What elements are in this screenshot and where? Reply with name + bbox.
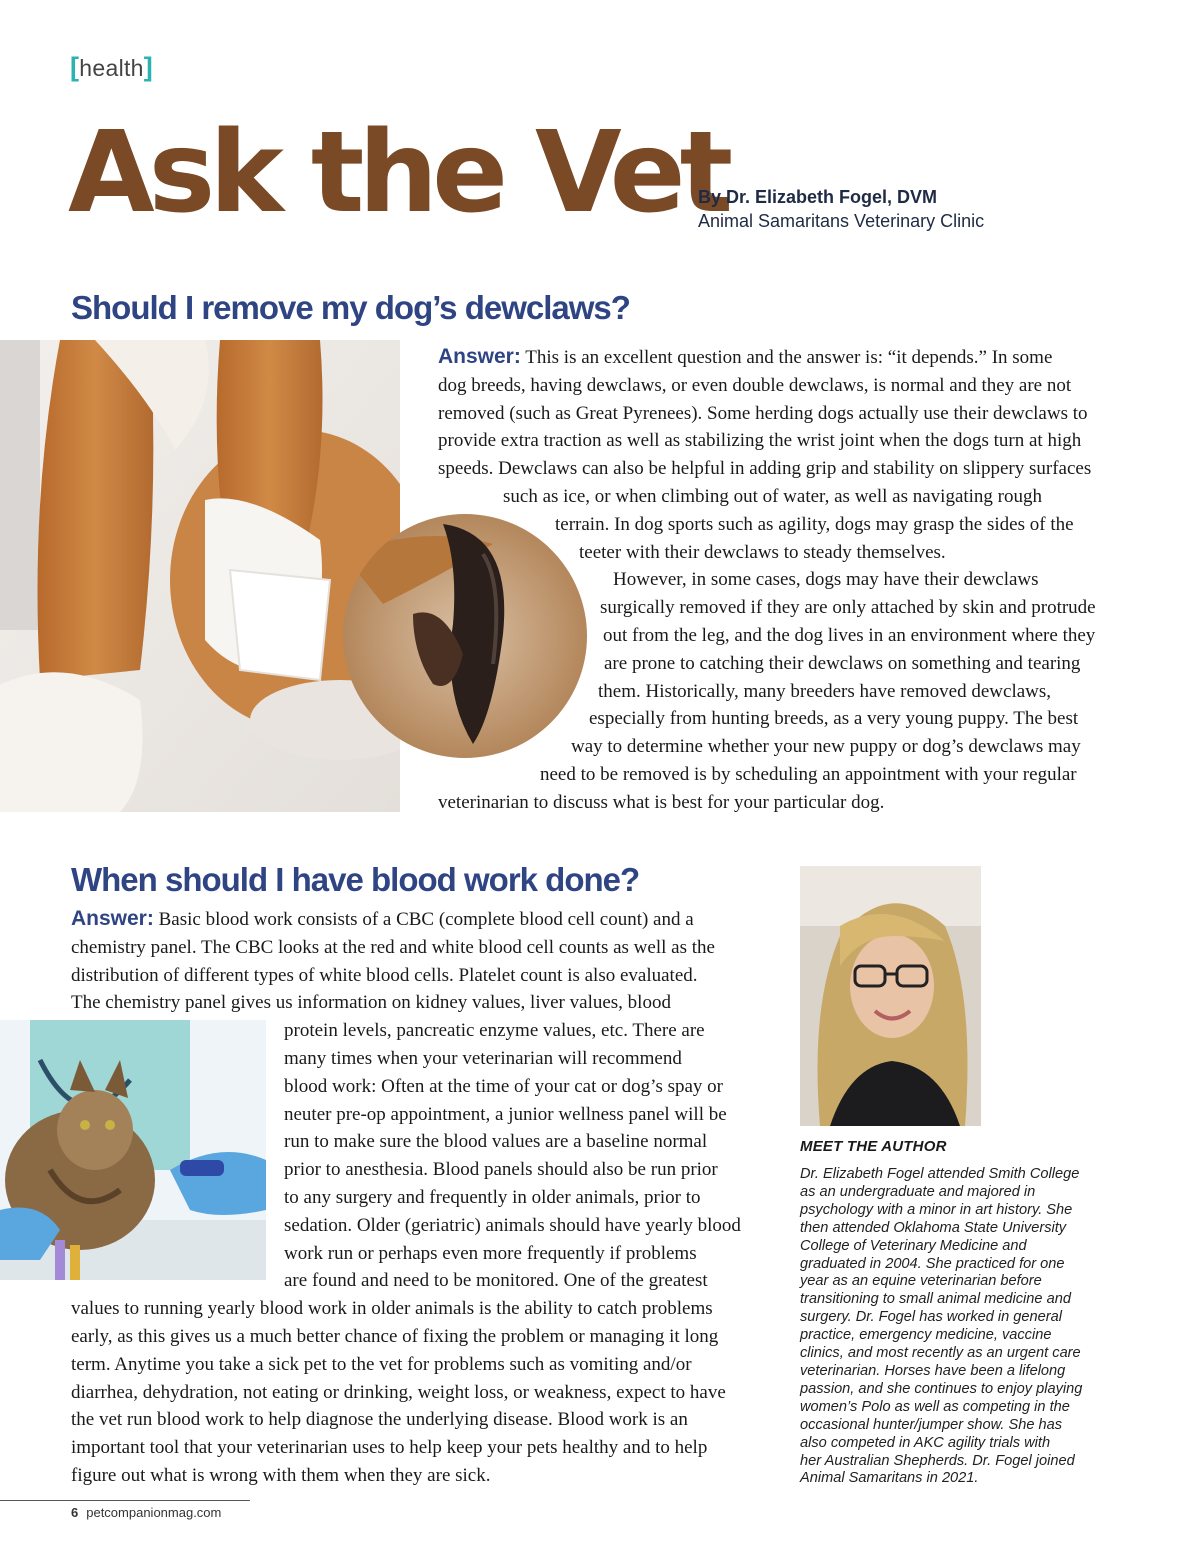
answer-1-line: surgically removed if they are only attached by skin and protrude bbox=[600, 597, 1096, 619]
answer-1-line: need to be removed is by scheduling an appointment with your regular bbox=[540, 763, 1077, 785]
byline-author: By Dr. Elizabeth Fogel, DVM bbox=[698, 187, 938, 207]
author-bio-line: year as an equine veterinarian before bbox=[800, 1273, 1042, 1290]
answer-1-line: However, in some cases, dogs may have their dewclaws bbox=[613, 569, 1039, 591]
answer-2-line: chemistry panel. The CBC looks at the red and white blood cell counts as well as the bbox=[71, 936, 715, 958]
answer-1-text bbox=[438, 343, 1158, 817]
answer-2-line: protein levels, pancreatic enzyme values, etc. There are bbox=[284, 1020, 705, 1042]
section-tag bbox=[70, 52, 153, 83]
author-bio-line: surgery. Dr. Fogel has worked in general bbox=[800, 1309, 1062, 1326]
author-bio-line: women’s Polo as well as competing in the bbox=[800, 1398, 1070, 1415]
answer-1-line: way to determine whether your new puppy or dog’s dewclaws may bbox=[571, 736, 1081, 758]
answer-2-line: work run or perhaps even more frequently if problems bbox=[284, 1242, 697, 1264]
answer-2-line: the vet run blood work to help diagnose the underlying disease. Blood work is an bbox=[71, 1409, 688, 1431]
footer-rule bbox=[0, 1500, 250, 1501]
answer-1-line-text: This is an excellent question and the answer is: “it depends.” In some bbox=[520, 347, 1053, 368]
author-photo bbox=[800, 866, 981, 1126]
answer-2-line: to any surgery and frequently in older animals, prior to bbox=[284, 1186, 701, 1208]
answer-2-label: Answer: bbox=[71, 907, 154, 930]
answer-2-line: early, as this gives us a much better chance of fixing the problem or managing it long bbox=[71, 1325, 719, 1347]
author-bio-line: her Australian Shepherds. Dr. Fogel joined bbox=[800, 1452, 1075, 1469]
answer-1-line: removed (such as Great Pyrenees). Some herding dogs actually use their dewclaws to bbox=[438, 402, 1088, 424]
answer-2-line: diarrhea, dehydration, not eating or drinking, weight loss, or weakness, expect to have bbox=[71, 1381, 726, 1403]
answer-2-line: run to make sure the blood values are a baseline normal bbox=[284, 1131, 708, 1153]
author-bio-line: also competed in AKC agility trials with bbox=[800, 1434, 1051, 1451]
dog-paw-photo bbox=[0, 340, 400, 812]
bracket-close: ] bbox=[143, 52, 154, 82]
answer-1-line: speeds. Dewclaws can also be helpful in adding grip and stability on slippery surfaces bbox=[438, 458, 1092, 480]
page-title: Ask the Vet bbox=[68, 108, 728, 238]
answer-1-line: dog breeds, having dewclaws, or even double dewclaws, is normal and they are not bbox=[438, 374, 1072, 396]
section-label: health bbox=[79, 55, 144, 81]
answer-1-line: out from the leg, and the dog lives in an environment where they bbox=[603, 624, 1096, 646]
author-bio-line: then attended Oklahoma State University bbox=[800, 1219, 1067, 1236]
answer-2-text bbox=[71, 905, 771, 1490]
author-bio-line: graduated in 2004. She practiced for one bbox=[800, 1255, 1065, 1272]
meet-the-author-heading: MEET THE AUTHOR bbox=[800, 1138, 947, 1155]
author-bio-line: Animal Samaritans in 2021. bbox=[800, 1470, 979, 1487]
question-2-heading: When should I have blood work done? bbox=[71, 861, 640, 898]
answer-1-line: provide extra traction as well as stabilizing the wrist joint when the dogs turn at high bbox=[438, 430, 1082, 452]
answer-2-line: blood work: Often at the time of your cat or dog’s spay or bbox=[284, 1075, 724, 1097]
answer-1-line: veterinarian to discuss what is best for your particular dog. bbox=[438, 791, 885, 813]
answer-2-line: important tool that your veterinarian uses to help keep your pets healthy and to help bbox=[71, 1437, 708, 1459]
answer-2-line: The chemistry panel gives us information on kidney values, liver values, blood bbox=[71, 992, 671, 1014]
author-bio-line: passion, and she continues to enjoy playing bbox=[800, 1380, 1083, 1397]
answer-1-line bbox=[438, 343, 1158, 372]
author-bio-line: as an undergraduate and majored in bbox=[800, 1183, 1036, 1200]
answer-2-line: many times when your veterinarian will recommend bbox=[284, 1047, 682, 1069]
answer-2-line: values to running yearly blood work in older animals is the ability to catch problems bbox=[71, 1298, 713, 1320]
answer-1-line: them. Historically, many breeders have removed dewclaws, bbox=[598, 680, 1052, 702]
answer-2-line: sedation. Older (geriatric) animals should have yearly blood bbox=[284, 1214, 741, 1236]
author-bio-line: transitioning to small animal medicine and bbox=[800, 1291, 1071, 1308]
answer-2-line: distribution of different types of white blood cells. Platelet count is also evaluated. bbox=[71, 964, 698, 986]
author-bio-line: psychology with a minor in art history. She bbox=[800, 1201, 1073, 1218]
answer-2-line: prior to anesthesia. Blood panels should also be run prior bbox=[284, 1159, 718, 1181]
author-bio-line: occasional hunter/jumper show. She has bbox=[800, 1416, 1063, 1433]
byline-clinic: Animal Samaritans Veterinary Clinic bbox=[698, 211, 985, 231]
answer-1-line: terrain. In dog sports such as agility, dogs may grasp the sides of the bbox=[555, 513, 1074, 535]
author-bio-line: College of Veterinary Medicine and bbox=[800, 1237, 1027, 1254]
byline bbox=[698, 185, 984, 233]
answer-2-line: are found and need to be monitored. One of the greatest bbox=[284, 1270, 708, 1292]
answer-1-line: such as ice, or when climbing out of water, as well as navigating rough bbox=[503, 485, 1043, 507]
author-bio-line: veterinarian. Horses have been a lifelong bbox=[800, 1362, 1066, 1379]
author-bio-line: practice, emergency medicine, vaccine bbox=[800, 1327, 1052, 1344]
answer-2-line bbox=[71, 905, 771, 934]
author-bio bbox=[800, 1166, 1130, 1488]
answer-2-line: figure out what is wrong with them when they are sick. bbox=[71, 1464, 491, 1486]
answer-2-line: term. Anytime you take a sick pet to the vet for problems such as vomiting and/or bbox=[71, 1353, 692, 1375]
bracket-open: [ bbox=[70, 52, 80, 82]
answer-1-line: especially from hunting breeds, as a very young puppy. The best bbox=[589, 708, 1079, 730]
answer-1-line: are prone to catching their dewclaws on something and tearing bbox=[604, 652, 1081, 674]
answer-1-label: Answer: bbox=[438, 345, 521, 368]
question-1-heading: Should I remove my dog’s dewclaws? bbox=[71, 289, 630, 326]
author-bio-line: Dr. Elizabeth Fogel attended Smith College bbox=[800, 1166, 1080, 1182]
page-number: 6 bbox=[71, 1505, 79, 1520]
answer-1-line: teeter with their dewclaws to steady themselves. bbox=[579, 541, 946, 563]
author-bio-line: clinics, and most recently as an urgent care bbox=[800, 1345, 1081, 1362]
footer bbox=[71, 1505, 221, 1520]
footer-site: petcompanionmag.com bbox=[86, 1505, 222, 1520]
answer-2-line-text: Basic blood work consists of a CBC (complete blood cell count) and a bbox=[153, 909, 694, 930]
answer-2-line: neuter pre-op appointment, a junior wellness panel will be bbox=[284, 1103, 727, 1125]
